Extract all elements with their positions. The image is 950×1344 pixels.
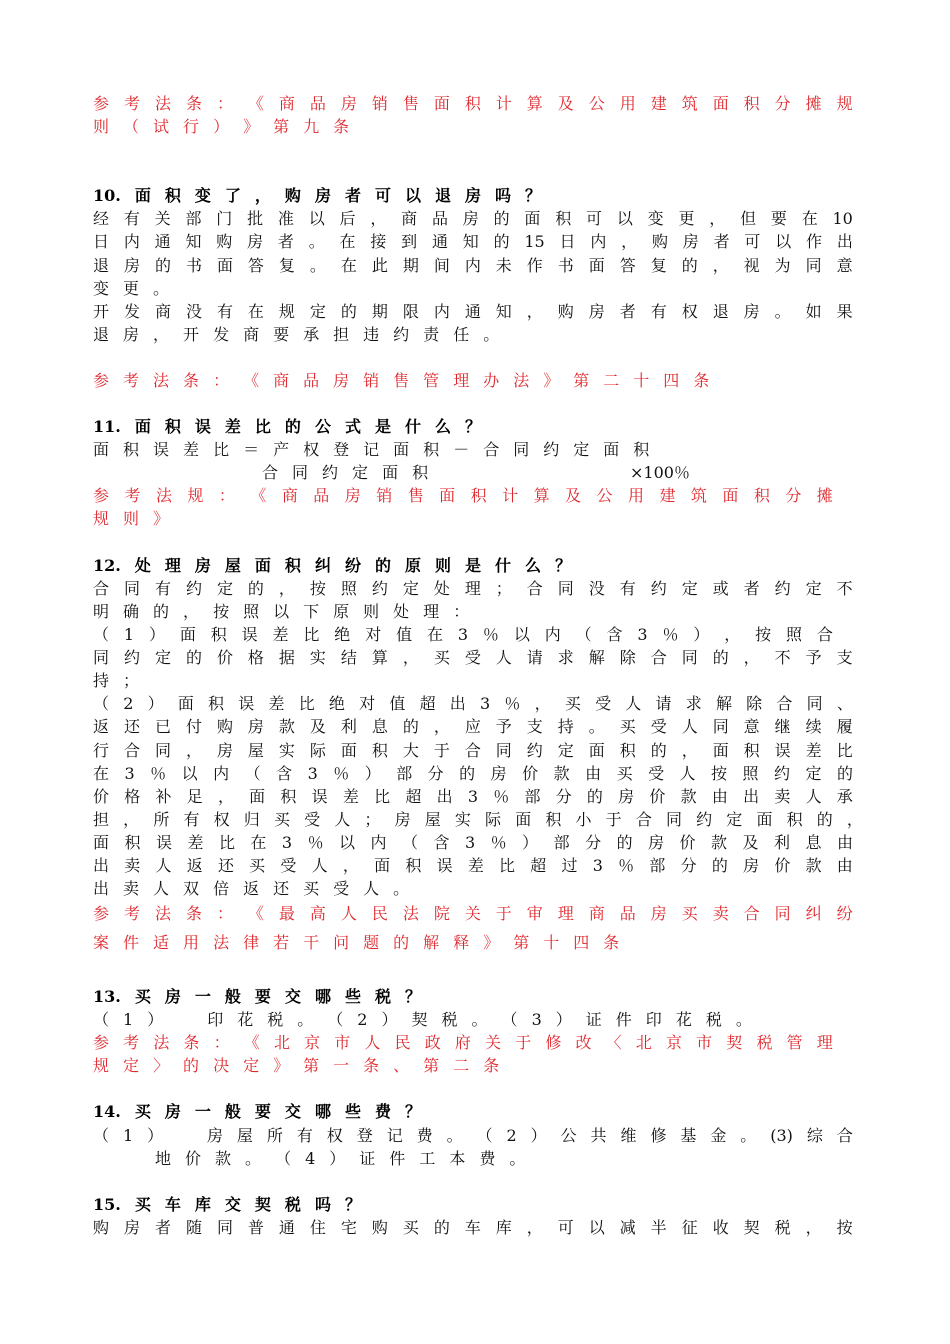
reference-line: 规 定 〉 的 决 定 》 第 一 条 、 第 二 条 (93, 1056, 500, 1075)
reference-line: 参 考 法 条 ： 《 北 京 市 人 民 政 府 关 于 修 改 〈 北 京 市 契 税 管 理 (93, 1033, 833, 1052)
formula-multiplier: ×100％ (630, 463, 690, 482)
paragraph-line: 行 合 同 ， 房 屋 实 际 面 积 大 于 合 同 约 定 面 积 的 ， 面 积 误 差 比 (93, 741, 853, 760)
paragraph-line: 地 价 款 。 （ 4 ） 证 件 工 本 费 。 (155, 1149, 526, 1168)
question-heading: 11. 面 积 误 差 比 的 公 式 是 什 么 ？ (93, 417, 482, 436)
question-heading: 10. 面 积 变 了 ， 购 房 者 可 以 退 房 吗 ？ (93, 186, 542, 205)
paragraph-line: 日 内 通 知 购 房 者 。 在 接 到 通 知 的 15 日 内 ， 购 房 者 可 以 作 出 (93, 232, 853, 251)
reference-line: 则 （ 试 行 ） 》 第 九 条 (93, 117, 350, 136)
paragraph-line: 在 3 ％ 以 内 （ 含 3 ％ ） 部 分 的 房 价 款 由 买 受 人 按 照 约 定 的 (93, 764, 853, 783)
reference-line: 参 考 法 条 ： 《 商 品 房 销 售 面 积 计 算 及 公 用 建 筑 面 积 分 摊 规 (93, 94, 853, 113)
reference-line: 参 考 法 条 ： 《 最 高 人 民 法 院 关 于 审 理 商 品 房 买 卖 合 同 纠 纷 (93, 904, 853, 923)
reference-line: 参 考 法 规 ： 《 商 品 房 销 售 面 积 计 算 及 公 用 建 筑 面 积 分 摊 (93, 486, 833, 505)
paragraph-line: （ 2 ） 面 积 误 差 比 绝 对 值 超 出 3 ％ ， 买 受 人 请 求 解 除 合 同 、 (93, 694, 853, 713)
paragraph-line: 开 发 商 没 有 在 规 定 的 期 限 内 通 知 ， 购 房 者 有 权 退 房 。 如 果 (93, 302, 853, 321)
paragraph-line: 出 卖 人 双 倍 返 还 买 受 人 。 (93, 879, 410, 898)
paragraph-line: 经 有 关 部 门 批 准 以 后 ， 商 品 房 的 面 积 可 以 变 更 ， 但 要 在 10 (93, 209, 853, 228)
paragraph-line: 出 卖 人 返 还 买 受 人 ， 面 积 误 差 比 超 过 3 ％ 部 分 的 房 价 款 由 (93, 856, 853, 875)
paragraph-line: 退 房 ， 开 发 商 要 承 担 违 约 责 任 。 (93, 325, 500, 344)
reference-line: 案 件 适 用 法 律 若 干 问 题 的 解 释 》 第 十 四 条 (93, 933, 620, 952)
paragraph-line: （ 1 ） 面 积 误 差 比 绝 对 值 在 3 ％ 以 内 （ 含 3 ％ ） ， 按 照 合 (93, 625, 833, 644)
question-heading: 15. 买 车 库 交 契 税 吗 ？ (93, 1195, 361, 1214)
reference-line: 参 考 法 条 ： 《 商 品 房 销 售 管 理 办 法 》 第 二 十 四 条 (93, 371, 710, 390)
paragraph-line: 面 积 误 差 比 在 3 ％ 以 内 （ 含 3 ％ ） 部 分 的 房 价 款 及 利 息 由 (93, 833, 853, 852)
question-heading: 12. 处 理 房 屋 面 积 纠 纷 的 原 则 是 什 么 ？ (93, 556, 572, 575)
paragraph-line: 返 还 已 付 购 房 款 及 利 息 的 ， 应 予 支 持 。 买 受 人 同 意 继 续 履 (93, 717, 853, 736)
question-heading: 14. 买 房 一 般 要 交 哪 些 费 ？ (93, 1102, 421, 1121)
paragraph-line: 担 ， 所 有 权 归 买 受 人 ； 房 屋 实 际 面 积 小 于 合 同 约 定 面 积 的 ， (93, 810, 863, 829)
paragraph-line: 持 ； (93, 671, 140, 690)
formula-numerator: 面 积 误 差 比 ＝ 产 权 登 记 面 积 － 合 同 约 定 面 积 (93, 440, 650, 459)
paragraph-line: （ 1 ） 印 花 税 。 （ 2 ） 契 税 。 （ 3 ） 证 件 印 花 税 。 (93, 1010, 752, 1029)
paragraph-line: 同 约 定 的 价 格 据 实 结 算 ， 买 受 人 请 求 解 除 合 同 的 ， 不 予 支 (93, 648, 853, 667)
paragraph-line: 价 格 补 足 ， 面 积 误 差 比 超 出 3 ％ 部 分 的 房 价 款 由 出 卖 人 承 (93, 787, 853, 806)
paragraph-line: 明 确 的 ， 按 照 以 下 原 则 处 理 ： (93, 602, 470, 621)
question-heading: 13. 买 房 一 般 要 交 哪 些 税 ？ (93, 987, 421, 1006)
paragraph-line: 购 房 者 随 同 普 通 住 宅 购 买 的 车 库 ， 可 以 减 半 征 收 契 税 ， 按 (93, 1218, 853, 1237)
formula-denominator: 合 同 约 定 面 积 (262, 463, 429, 482)
reference-line: 规 则 》 (93, 509, 170, 528)
paragraph-line: 合 同 有 约 定 的 ， 按 照 约 定 处 理 ； 合 同 没 有 约 定 或 者 约 定 不 (93, 579, 853, 598)
paragraph-line: （ 1 ） 房 屋 所 有 权 登 记 费 。 （ 2 ） 公 共 维 修 基 金 。 (3) 综 合 (93, 1126, 853, 1145)
paragraph-line: 退 房 的 书 面 答 复 。 在 此 期 间 内 未 作 书 面 答 复 的 ， 视 为 同 意 (93, 256, 853, 275)
paragraph-line: 变 更 。 (93, 279, 170, 298)
